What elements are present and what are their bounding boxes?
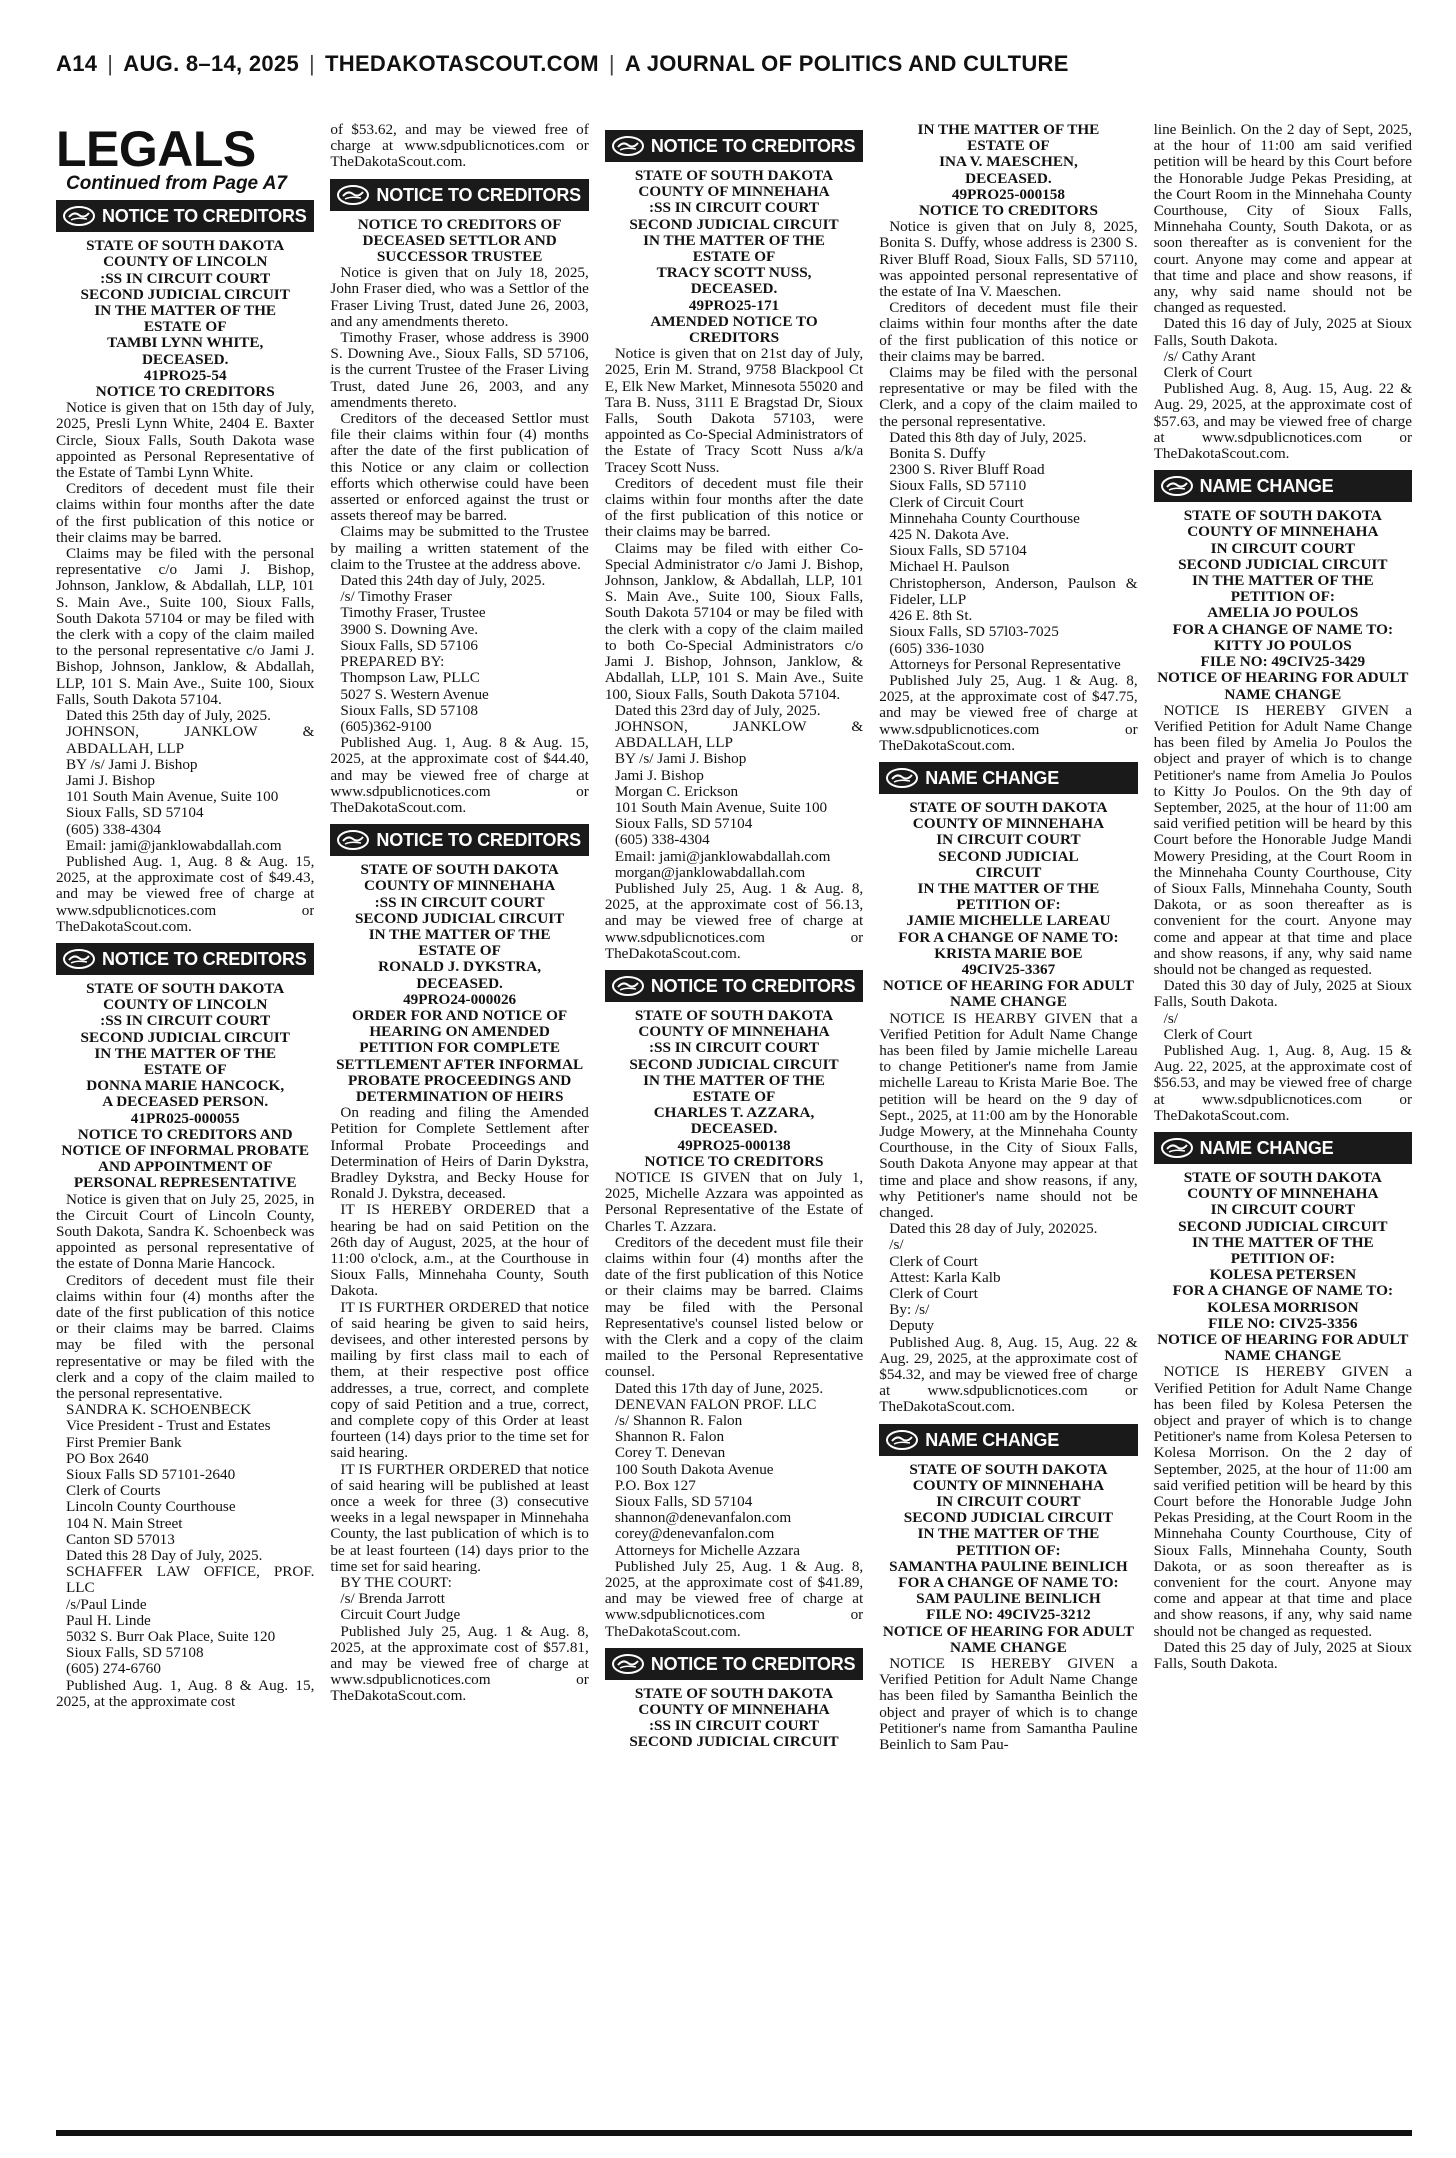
- notice-caption-line: IN CIRCUIT COURT: [1210, 539, 1355, 557]
- notice-caption-line: SECOND JUDICIAL CIRCUIT: [80, 285, 290, 303]
- notice-signature-line: By: /s/: [889, 1301, 930, 1319]
- notice-caption-line: COUNTY OF MINNEHAHA: [363, 877, 556, 895]
- notice-paragraph: Claims may be filed with the personal representative c/o Jami J. Bishop, Johnson, Janklow, & Abdallah, LLP, 101 S. Main Ave., Suite 100, Sioux Falls, South Dakota 57104 or may be filed with the clerk with a copy of the claim mailed to the personal representative c/o Jami J. Bishop, Johnson, Janklow, & Abdallah, LLP, 101 S. Main Ave., Suite 100, Sioux Falls, South Dakota 57104.: [56, 545, 315, 708]
- notice-caption-line: STATE OF SOUTH DAKOTA: [360, 861, 559, 879]
- notice-signature-line: Vice President - Trust and Estates: [66, 1417, 271, 1435]
- dakota-scout-logo-icon: [336, 184, 370, 206]
- notice-caption-line: TRACY SCOTT NUSS,: [656, 264, 812, 282]
- notice-caption-line: SECOND JUDICIAL CIRCUIT: [1178, 1217, 1388, 1235]
- notice-paragraph: Published July 25, Aug. 1 & Aug. 8, 2025, at the approximate cost of 56.13, and may be viewed free of charge at www.sdpublicnotices.com or TheDakotaScout.com.: [604, 879, 864, 962]
- notice-caption-line: FOR A CHANGE OF NAME TO:: [1172, 620, 1394, 638]
- notice-signature-line: Thompson Law, PLLC: [340, 669, 480, 687]
- notice-paragraph: Dated this 8th day of July, 2025.: [889, 428, 1087, 446]
- notice-caption-line: DONNA MARIE HANCOCK,: [86, 1077, 285, 1095]
- notice-paragraph: Dated this 25 day of July, 2025 at Sioux Falls, South Dakota.: [1153, 1638, 1412, 1673]
- notice-banner: [330, 824, 588, 856]
- notice-signature-line: /s/ Timothy Fraser: [340, 588, 452, 606]
- notice-signature-line: Sioux Falls, SD 57108: [340, 701, 478, 719]
- notice-paragraph: NOTICE IS HEARBY GIVEN that a Verified Petition for Adult Name Change has been filed by Jamie michelle Lareau to change Petitioner's name from Jamie michelle Lareau to Krista Marie Boe. The petition will be heard on the 9 day of Sept., 2025, at 11:00 am by the Honorable Judge Mowery, at the Minnehaha County Courthouse, in the City of Sioux Falls, South Dakota Anyone may appear at that time and place and show reasons, if any, why Petitioner's name should not be changed.: [879, 1009, 1138, 1221]
- notice-caption-line: :SS IN CIRCUIT COURT: [648, 1717, 820, 1735]
- notice-signature-line: P.O. Box 127: [614, 1476, 696, 1494]
- notice-caption-line: 41PRO25-54: [143, 366, 227, 384]
- notice-banner-label: NAME CHANGE: [1199, 476, 1334, 497]
- notice-caption-line: SECOND JUDICIAL CIRCUIT: [629, 1055, 839, 1073]
- notice-signature-line: Sioux Falls, SD 57l03-7025: [889, 623, 1059, 641]
- notice-paragraph: NOTICE IS HEREBY GIVEN a Verified Petition for Adult Name Change has been filed by Samantha Beinlich the object and prayer of which is to change Petitioner's name from Samantha Pauline Beinlich to Sam Pau-: [879, 1655, 1138, 1754]
- notice-caption-line: SECOND JUDICIAL CIRCUIT: [629, 1733, 839, 1751]
- dakota-scout-logo-icon: [336, 829, 370, 851]
- notice-signature-line: PO Box 2640: [66, 1449, 149, 1467]
- dakota-scout-logo-icon: [611, 975, 645, 997]
- notice-signature-line: Attest: Karla Kalb: [889, 1268, 1001, 1286]
- notice-signature-line: /s/: [889, 1236, 904, 1254]
- notice-signature-line: Clerk of Court: [1163, 364, 1253, 382]
- notice-paragraph: Notice is given that on 15th day of July, 2025, Presli Lynn White, 2404 E. Baxter Circle, Sioux Falls, South Dakota wase appointed as Personal Representative of the Estate of Tambi Lynn White.: [56, 399, 315, 482]
- notice-banner-label: NAME CHANGE: [925, 767, 1060, 788]
- notice-caption-line: RONALD J. DYKSTRA,: [378, 958, 542, 976]
- notice-paragraph: Dated this 30 day of July, 2025 at Sioux Falls, South Dakota.: [1153, 977, 1412, 1011]
- dakota-scout-logo-icon: [62, 948, 96, 970]
- notice-caption-line: STATE OF SOUTH DAKOTA: [86, 237, 285, 255]
- notice-paragraph: Notice is given that on 21st day of July, 2025, Erin M. Strand, 9758 Blackpool Ct E, Elk New Market, Minnesota 55020 and Tara B. Nuss, 3111 E Bragstad Dr, Sioux Falls, South Dakota 57103, were appointed as Co-Special Administrators of the Estate of Tracy Scott Nuss a/k/a Tracey Scott Nuss.: [604, 345, 864, 476]
- notice-caption-line: COUNTY OF MINNEHAHA: [638, 1701, 830, 1719]
- notice-signature-line: Clerk of Courts: [66, 1482, 161, 1500]
- notice-paragraph: of $53.62, and may be viewed free of charge at www.sdpublicnotices.com or TheDakotaScout.com.: [330, 122, 589, 171]
- notice-caption-line: NOTICE OF HEARING FOR ADULT NAME CHANGE: [882, 1622, 1135, 1656]
- notice-caption-line: :SS IN CIRCUIT COURT: [648, 1039, 820, 1057]
- notice-signature-line: Christopherson, Anderson, Paulson & Fideler, LLP: [889, 574, 1138, 608]
- notice-caption-line: CHARLES T. AZZARA,: [653, 1104, 815, 1122]
- notice-caption-line: COUNTY OF MINNEHAHA: [1187, 523, 1379, 541]
- column-1: [56, 122, 314, 2120]
- legal-columns: [56, 122, 1412, 2120]
- notice-caption-line: PETITION OF:: [1230, 1250, 1335, 1267]
- notice-caption-line: SECOND JUDICIAL CIRCUIT: [354, 909, 565, 927]
- notice-caption-line: TAMBI LYNN WHITE,: [107, 334, 264, 352]
- notice-caption-line: 49PRO25-171: [688, 296, 780, 314]
- notice-caption-line: NOTICE TO CREDITORS OF DECEASED SETTLOR AND SUCCESSOR TRUSTEE: [357, 215, 562, 266]
- notice-paragraph: Dated this 23rd day of July, 2025.: [614, 701, 821, 719]
- notice-banner-label: NOTICE TO CREDITORS: [376, 184, 581, 205]
- notice-caption-line: 49PRO24-000026: [403, 990, 517, 1008]
- notice-paragraph: IT IS FURTHER ORDERED that notice of said hearing will be published at least once a week for three (3) consecutive weeks in a legal newspaper in Minnehaha County, the last publication of which is to be at least fourteen (14) days prior to the time set for said hearing.: [330, 1460, 589, 1575]
- notice-caption-line: AMELIA JO POULOS: [1207, 604, 1359, 622]
- notice-signature-line: Clerk of Court: [889, 1252, 978, 1270]
- notice-caption-line: COUNTY OF MINNEHAHA: [912, 1476, 1105, 1494]
- notice-caption-line: KITTY JO POULOS: [1213, 636, 1352, 654]
- notice-signature-line: Attorneys for Michelle Azzara: [614, 1541, 800, 1559]
- notice-caption-line: SECOND JUDICIAL: [938, 847, 1079, 865]
- notice-signature-line: Minnehaha County Courthouse: [889, 509, 1080, 527]
- notice-signature-line: Timothy Fraser, Trustee: [340, 604, 486, 622]
- notice-signature-line: /s/ Shannon R. Falon: [614, 1412, 743, 1430]
- notice-signature-line: corey@denevanfalon.com: [614, 1525, 775, 1543]
- notice-caption-line: AMENDED NOTICE TO CREDITORS: [650, 312, 818, 347]
- notice-caption-line: INA V. MAESCHEN,: [939, 153, 1078, 171]
- notice-paragraph: Creditors of the decedent must file their claims within four (4) months after the date of the first publication of this Notice or their claims may be barred. Claims may be filed with the Personal Representative's counsel listed below or with the Clerk and a copy of the claim mailed to the Personal Representative counsel.: [604, 1233, 864, 1381]
- notice-signature-line: Shannon R. Falon: [614, 1428, 725, 1446]
- notice-signature-line: Sioux Falls, SD 57104: [889, 542, 1027, 560]
- notice-caption-line: 49CIV25-3367: [961, 960, 1056, 978]
- notice-caption-line: COUNTY OF MINNEHAHA: [638, 183, 830, 201]
- notice-banner: [879, 1424, 1137, 1456]
- notice-caption-line: IN THE MATTER OF THE: [917, 122, 1100, 138]
- notice-caption-line: SECOND JUDICIAL CIRCUIT: [903, 1509, 1114, 1527]
- notice-signature-line: DENEVAN FALON PROF. LLC: [614, 1395, 817, 1413]
- notice-signature-line: Clerk of Court: [889, 1285, 978, 1303]
- notice-signature-line: SANDRA K. SCHOENBECK: [66, 1401, 252, 1419]
- notice-caption-line: FILE NO: 49CIV25-3212: [926, 1606, 1091, 1624]
- notice-caption-line: PETITION OF:: [956, 1541, 1061, 1559]
- notice-signature-line: (605) 336-1030: [889, 639, 985, 657]
- notice-signature-line: morgan@janklowabdallah.com: [614, 863, 806, 881]
- notice-signature-line: Jami J. Bishop: [614, 766, 704, 784]
- notice-signature-line: JOHNSON, JANKLOW & ABDALLAH, LLP: [66, 723, 315, 757]
- column-5: [1154, 122, 1412, 2120]
- notice-caption-line: KOLESA MORRISON: [1207, 1298, 1359, 1316]
- notice-signature-line: Email: jami@janklowabdallah.com: [66, 836, 282, 854]
- notice-caption-line: STATE OF SOUTH DAKOTA: [634, 167, 834, 184]
- column-3: [605, 122, 863, 2120]
- notice-signature-line: Jami J. Bishop: [66, 771, 156, 789]
- notice-paragraph: Creditors of decedent must file their claims within four months after the date of the first publication of this notice or their claims may be barred.: [56, 480, 315, 546]
- notice-caption-line: DECEASED.: [141, 350, 229, 368]
- notice-caption-line: CIRCUIT: [975, 863, 1042, 881]
- notice-paragraph: On reading and filing the Amended Petition for Complete Settlement after Informal Probate Proceedings and Determination of Heirs of Darin Dykstra, Bradley Dykstra, and Becky House for Ronald J. Dykstra, deceased.: [330, 1104, 589, 1203]
- notice-banner-label: NOTICE TO CREDITORS: [102, 948, 307, 969]
- dakota-scout-logo-icon: [885, 767, 919, 789]
- notice-signature-line: Corey T. Denevan: [614, 1444, 726, 1462]
- notice-caption-line: JAMIE MICHELLE LAREAU: [906, 912, 1111, 930]
- notice-banner: [56, 943, 314, 975]
- notice-banner-label: NOTICE TO CREDITORS: [376, 830, 581, 851]
- notice-paragraph: Notice is given that on July 18, 2025, John Fraser died, who was a Settlor of the Fraser Living Trust, dated June 26, 2003, and any amendments thereto.: [330, 264, 589, 330]
- notice-signature-line: Michael H. Paulson: [889, 558, 1010, 576]
- notice-caption-line: IN THE MATTER OF THE: [917, 879, 1100, 897]
- notice-paragraph: Published Aug. 8, Aug. 15, Aug. 22 & Aug. 29, 2025, at the approximate cost of $54.32, and may be viewed free of charge at www.sdpublicnotices.com or TheDakotaScout.com.: [879, 1333, 1138, 1416]
- notice-signature-line: BY /s/ Jami J. Bishop: [66, 755, 198, 773]
- notice-signature-line: 425 N. Dakota Ave.: [889, 526, 1010, 544]
- notice-caption-line: PETITION OF:: [1230, 588, 1335, 606]
- notice-signature-line: Canton SD 57013: [66, 1530, 175, 1548]
- notice-caption-line: NOTICE TO CREDITORS: [918, 202, 1098, 220]
- notice-caption-line: ESTATE OF: [967, 137, 1050, 155]
- notice-signature-line: Deputy: [889, 1317, 934, 1335]
- notice-signature-line: First Premier Bank: [66, 1433, 182, 1451]
- notice-caption-line: 41PR025-000055: [130, 1109, 240, 1127]
- notice-caption-line: FOR A CHANGE OF NAME TO:: [1172, 1282, 1394, 1300]
- notice-banner-label: NOTICE TO CREDITORS: [102, 206, 307, 227]
- notice-caption-line: NOTICE OF HEARING FOR ADULT NAME CHANGE: [882, 977, 1135, 1011]
- notice-signature-line: 5032 S. Burr Oak Place, Suite 120: [66, 1628, 276, 1646]
- notice-caption-line: DECEASED.: [690, 280, 778, 298]
- notice-signature-line: Sioux Falls, SD 57104: [66, 804, 204, 822]
- notice-signature-line: Clerk of Circuit Court: [889, 493, 1024, 511]
- notice-paragraph: line Beinlich. On the 2 day of Sept, 2025, at the hour of 11:00 am said verified petition will be heard by this Court before the Honorable Judge Pekas Presiding, at the Court Room in the Minnehaha County Courthouse, City of Sioux Falls, Minnehaha County, South Dakota, or as soon thereafter as is convenient for the court. Anyone may come and appear at that time and place and show reasons, if any, why said name should not be changed as requested.: [1153, 122, 1412, 317]
- notice-signature-line: Bonita S. Duffy: [889, 445, 986, 463]
- notice-signature-line: 104 N. Main Street: [66, 1514, 183, 1532]
- notice-caption-line: SAM PAULINE BEINLICH: [916, 1590, 1101, 1608]
- notice-caption-line: STATE OF SOUTH DAKOTA: [909, 798, 1108, 816]
- notice-signature-line: SCHAFFER LAW OFFICE, PROF. LLC: [66, 1563, 315, 1597]
- notice-caption-line: SECOND JUDICIAL CIRCUIT: [629, 215, 839, 233]
- notice-caption-line: 49PRO25-000158: [951, 185, 1065, 203]
- notice-banner-label: NOTICE TO CREDITORS: [650, 1653, 856, 1674]
- notice-banner: [605, 970, 863, 1002]
- notice-caption-line: ESTATE OF: [143, 1060, 227, 1078]
- notice-paragraph: Published Aug. 8, Aug. 15, Aug. 22 & Aug. 29, 2025, at the approximate cost of $57.63, and may be viewed free of charge at www.sdpublicnotices.com or TheDakotaScout.com.: [1153, 380, 1412, 463]
- notice-banner: [605, 130, 863, 162]
- notice-paragraph: Dated this 28 day of July, 202025.: [889, 1220, 1098, 1238]
- notice-signature-line: Circuit Court Judge: [340, 1606, 461, 1624]
- notice-paragraph: Published Aug. 1, Aug. 8 & Aug. 15, 2025, at the approximate cost of $49.43, and may be viewed free of charge at www.sdpublicnotices.com or TheDakotaScout.com.: [56, 852, 315, 935]
- notice-paragraph: NOTICE IS HEREBY GIVEN a Verified Petition for Adult Name Change has been filed by Amelia Jo Poulos the object and prayer of which is to change Petitioner's name from Amelia Jo Poulos to Kitty Jo Poulos. On the 9th day of September, 2025, at the hour of 11:00 am said verified petition will be heard by this Court before the Honorable Judge Mandi Mowery Presiding, at the Court Room in the Minnehaha County Courthouse, City of Sioux Falls, Minnehaha County, South Dakota, or as soon thereafter as is convenient for the court. Anyone may come and appear at that time and place and show reasons, if any, why said name should not be changed as requested.: [1153, 701, 1412, 978]
- dakota-scout-logo-icon: [1160, 1137, 1194, 1159]
- notice-caption-line: COUNTY OF MINNEHAHA: [912, 815, 1105, 833]
- notice-paragraph: Dated this 17th day of June, 2025.: [614, 1379, 824, 1397]
- notice-caption-line: IN THE MATTER OF THE: [1191, 1233, 1374, 1251]
- notice-signature-line: Email: jami@janklowabdallah.com: [614, 847, 831, 865]
- notice-caption-line: COUNTY OF MINNEHAHA: [1187, 1185, 1379, 1203]
- notice-caption-line: IN CIRCUIT COURT: [936, 831, 1081, 849]
- notice-banner: [1154, 1132, 1412, 1164]
- notice-caption-line: :SS IN CIRCUIT COURT: [100, 269, 271, 287]
- notice-caption-line: NOTICE TO CREDITORS: [95, 383, 275, 401]
- notice-paragraph: Timothy Fraser, whose address is 3900 S. Downing Ave., Sioux Falls, SD 57106, is the current Trustee of the Fraser Living Trust, dated June 26, 2003, and any amendments thereto.: [330, 329, 589, 411]
- notice-caption-line: KOLESA PETERSEN: [1209, 1266, 1357, 1284]
- notice-paragraph: NOTICE IS GIVEN that on July 1, 2025, Michelle Azzara was appointed as Personal Representative of the Estate of Charles T. Azzara.: [604, 1168, 864, 1235]
- section-title: LEGALS: [56, 122, 256, 177]
- footer-rule: [56, 2130, 1412, 2136]
- notice-signature-line: Sioux Falls SD 57101-2640: [66, 1466, 236, 1484]
- notice-caption-line: COUNTY OF MINNEHAHA: [638, 1023, 830, 1041]
- notice-caption-line: IN THE MATTER OF THE: [368, 925, 551, 943]
- notice-paragraph: Creditors of decedent must file their claims within four months after the date of the first publication of this notice or their claims may be barred.: [879, 299, 1138, 365]
- notice-signature-line: shannon@denevanfalon.com: [614, 1509, 792, 1527]
- notice-caption-line: IN THE MATTER OF THE: [94, 1044, 277, 1062]
- page-number: A14: [56, 51, 98, 76]
- notice-signature-line: 100 South Dakota Avenue: [614, 1460, 774, 1478]
- notice-caption-line: IN CIRCUIT COURT: [936, 1493, 1081, 1511]
- notice-caption-line: :SS IN CIRCUIT COURT: [648, 199, 820, 217]
- notice-caption-line: DECEASED.: [416, 974, 503, 992]
- notice-caption-line: IN THE MATTER OF THE: [643, 1071, 825, 1089]
- notice-signature-line: /s/: [1163, 1009, 1178, 1027]
- notice-signature-line: Paul H. Linde: [66, 1611, 151, 1629]
- notice-caption-line: :SS IN CIRCUIT COURT: [100, 1012, 271, 1030]
- site-name: THEDAKOTASCOUT.COM: [325, 51, 599, 76]
- notice-caption-line: PETITION OF:: [956, 896, 1061, 914]
- notice-caption-line: ESTATE OF: [418, 942, 501, 960]
- notice-caption-line: STATE OF SOUTH DAKOTA: [1183, 1168, 1382, 1186]
- notice-caption-line: COUNTY OF LINCOLN: [103, 996, 268, 1014]
- notice-paragraph: Published Aug. 1, Aug. 8 & Aug. 15, 2025, at the approximate cost: [56, 1676, 315, 1710]
- notice-banner: [879, 762, 1137, 794]
- dakota-scout-logo-icon: [62, 205, 96, 227]
- notice-caption-line: STATE OF SOUTH DAKOTA: [1183, 507, 1382, 525]
- notice-paragraph: Published Aug. 1, Aug. 8, Aug. 15 & Aug. 22, 2025, at the approximate cost of $56.53, and may be viewed free of charge at www.sdpublicnotices.com or TheDakotaScout.com.: [1153, 1041, 1412, 1124]
- notice-signature-line: Attorneys for Personal Representative: [889, 655, 1121, 673]
- notice-signature-line: Sioux Falls, SD 57110: [889, 477, 1027, 495]
- notice-paragraph: Notice is given that on July 8, 2025, Bonita S. Duffy, whose address is 2300 S. River Bluff Road, Sioux Falls, SD 57110, was appointed personal representative of the estate of Ina V. Maeschen.: [879, 218, 1138, 301]
- notice-caption-line: FILE NO: CIV25-3356: [1208, 1314, 1358, 1332]
- notice-caption-line: IN THE MATTER OF THE: [917, 1525, 1100, 1543]
- notice-banner-label: NAME CHANGE: [1199, 1137, 1334, 1158]
- notice-paragraph: Claims may be submitted to the Trustee by mailing a written statement of the claim to the Trustee at the address above.: [330, 523, 589, 573]
- notice-paragraph: NOTICE IS HEREBY GIVEN a Verified Petition for Adult Name Change has been filed by Kolesa Petersen the object and prayer of which is to change Petitioner's name from Kolesa Petersen to Kolesa Morrison. On the 2 day of September, 2025, at the hour of 11:00 am said verified petition will be heard by this Court before the Honorable Judge John Pekas Presiding, at the Court Room in the Minnehaha County Courthouse, City of Sioux Falls, Minnehaha County, South Dakota, or as soon thereafter as is convenient for the court. Anyone may come and appear at that time and place and show reasons, if any, why said name should not be changed as requested.: [1153, 1363, 1412, 1640]
- notice-signature-line: /s/ Cathy Arant: [1163, 347, 1256, 365]
- notice-caption-line: ORDER FOR AND NOTICE OF HEARING ON AMENDED PETITION FOR COMPLETE SETTLEMENT AFTER INFORMAL PROBATE PROCEEDINGS AND DETERMINATION OF HEIRS: [336, 1006, 584, 1105]
- notice-caption-line: ESTATE OF: [692, 1087, 776, 1105]
- section-continued: Continued from Page A7: [66, 173, 287, 194]
- notice-paragraph: Published July 25, Aug. 1 & Aug. 8, 2025, at the approximate cost of $57.81, and may be viewed free of charge at www.sdpublicnotices.com or TheDakotaScout.com.: [330, 1622, 589, 1705]
- notice-banner: [605, 1648, 863, 1680]
- notice-paragraph: Claims may be filed with either Co-Special Administrator c/o Jami J. Bishop, Johnson, Janklow, & Abdallah, LLP, 101 S. Main Ave., Suite 100, Sioux Falls, South Dakota 57104 or may be filed with the clerk with a copy of the claim mailed to both Co-Special Administrators c/o Jami J. Bishop, Johnson, Janklow, & Abdallah, LLP, 101 S. Main Ave., Suite 100, Sioux Falls, South Dakota 57104.: [604, 539, 864, 703]
- notice-caption-line: KRISTA MARIE BOE: [934, 944, 1083, 962]
- notice-caption-line: FILE NO: 49CIV25-3429: [1200, 653, 1366, 671]
- notice-paragraph: Creditors of decedent must file their claims within four months after the date of the first publication of this notice or their claims may be barred.: [604, 474, 864, 541]
- notice-signature-line: (605) 338-4304: [614, 831, 710, 849]
- notice-signature-line: Sioux Falls, SD 57104: [614, 815, 753, 833]
- notice-caption-line: STATE OF SOUTH DAKOTA: [634, 1684, 834, 1702]
- column-2: [330, 122, 588, 2120]
- notice-paragraph: IT IS FURTHER ORDERED that notice of said hearing be given to said heirs, devisees, and other interested persons by mailing by first class mail to each of them, at their respective post office addresses, a true, correct, and complete copy of said Petition and a true, correct, and complete copy of this Order at least fourteen (14) days prior to the time set for said hearing.: [330, 1298, 589, 1462]
- notice-caption-line: STATE OF SOUTH DAKOTA: [634, 1006, 834, 1024]
- dakota-scout-logo-icon: [611, 135, 645, 157]
- notice-caption-line: DECEASED.: [690, 1120, 778, 1138]
- notice-caption-line: SECOND JUDICIAL CIRCUIT: [80, 1028, 290, 1046]
- notice-signature-line: 426 E. 8th St.: [889, 607, 973, 625]
- notice-caption-line: ESTATE OF: [692, 248, 776, 266]
- notice-caption-line: IN THE MATTER OF THE: [94, 302, 277, 320]
- notice-caption-line: :SS IN CIRCUIT COURT: [374, 893, 545, 911]
- notice-paragraph: Published July 25, Aug. 1 & Aug. 8, 2025, at the approximate cost of $47.75, and may be viewed free of charge at www.sdpublicnotices.com or TheDakotaScout.com.: [879, 671, 1138, 754]
- notice-signature-line: (605) 274-6760: [66, 1660, 161, 1678]
- notice-paragraph: Creditors of decedent must file their claims within four (4) months after the date of the first publication of this notice or their claims may be barred. Claims may be filed with the personal representative or may be filed with the clerk and a copy of the claim mailed to the personal representative.: [56, 1271, 315, 1403]
- masthead-separator: |: [309, 51, 316, 76]
- notice-signature-line: Sioux Falls, SD 57106: [340, 636, 478, 654]
- notice-signature-line: 2300 S. River Bluff Road: [889, 461, 1045, 479]
- masthead-separator: |: [107, 51, 114, 76]
- dakota-scout-logo-icon: [885, 1429, 919, 1451]
- notice-banner-label: NOTICE TO CREDITORS: [650, 975, 856, 996]
- masthead-separator: |: [608, 51, 615, 76]
- notice-paragraph: Published July 25, Aug. 1 & Aug. 8, 2025, at the approximate cost of $41.89, and may be viewed free of charge at www.sdpublicnotices.com or TheDakotaScout.com.: [604, 1557, 864, 1640]
- masthead: [56, 48, 1412, 80]
- notice-signature-line: PREPARED BY:: [340, 653, 445, 671]
- notice-caption-line: NOTICE TO CREDITORS AND NOTICE OF INFORMAL PROBATE AND APPOINTMENT OF PERSONAL REPRESENTATIVE: [61, 1125, 310, 1192]
- notice-signature-line: /s/Paul Linde: [66, 1595, 147, 1613]
- notice-caption-line: NOTICE TO CREDITORS: [644, 1152, 824, 1170]
- column-4: [879, 122, 1137, 2120]
- notice-caption-line: STATE OF SOUTH DAKOTA: [909, 1460, 1108, 1478]
- notice-banner: [330, 179, 588, 211]
- notice-signature-line: (605) 338-4304: [66, 820, 161, 838]
- notice-paragraph: Dated this 25th day of July, 2025.: [66, 707, 271, 725]
- notice-caption-line: IN CIRCUIT COURT: [1210, 1201, 1355, 1219]
- notice-signature-line: 5027 S. Western Avenue: [340, 685, 489, 703]
- notice-caption-line: NOTICE OF HEARING FOR ADULT NAME CHANGE: [1157, 1331, 1409, 1365]
- notice-signature-line: Clerk of Court: [1163, 1025, 1253, 1043]
- notice-paragraph: Dated this 16 day of July, 2025 at Sioux Falls, South Dakota.: [1153, 315, 1412, 349]
- notice-signature-line: Lincoln County Courthouse: [66, 1498, 236, 1516]
- notice-caption-line: SAMANTHA PAULINE BEINLICH: [889, 1557, 1128, 1575]
- notice-signature-line: JOHNSON, JANKLOW & ABDALLAH, LLP: [614, 717, 864, 752]
- notice-caption-line: FOR A CHANGE OF NAME TO:: [898, 928, 1119, 946]
- notice-paragraph: Dated this 24th day of July, 2025.: [340, 572, 546, 590]
- notice-caption-line: ESTATE OF: [143, 318, 227, 336]
- notice-paragraph: Creditors of the deceased Settlor must file their claims within four (4) months after the date of the first publication of this Notice or any claim or collection efforts which otherwise could have been asserted or enforced against the trust or assets thereof may be barred.: [330, 410, 589, 525]
- notice-signature-line: 3900 S. Downing Ave.: [340, 620, 479, 638]
- notice-caption-line: DECEASED.: [965, 169, 1052, 187]
- dakota-scout-logo-icon: [611, 1653, 645, 1675]
- notice-signature-line: 101 South Main Avenue, Suite 100: [66, 788, 279, 806]
- notice-signature-line: Dated this 28 Day of July, 2025.: [66, 1547, 263, 1565]
- issue-date: AUG. 8–14, 2025: [123, 51, 300, 76]
- dakota-scout-logo-icon: [1160, 475, 1194, 497]
- notice-caption-line: COUNTY OF LINCOLN: [103, 253, 268, 271]
- notice-caption-line: FOR A CHANGE OF NAME TO:: [898, 1574, 1119, 1592]
- notice-caption-line: 49PRO25-000138: [677, 1136, 791, 1154]
- notice-signature-line: BY THE COURT:: [340, 1574, 452, 1592]
- notice-caption-line: NOTICE OF HEARING FOR ADULT NAME CHANGE: [1157, 669, 1409, 703]
- notice-signature-line: BY /s/ Jami J. Bishop: [614, 750, 747, 768]
- notice-signature-line: Sioux Falls, SD 57104: [614, 1493, 753, 1511]
- notice-caption-line: IN THE MATTER OF THE: [1191, 572, 1374, 590]
- notice-signature-line: Morgan C. Erickson: [614, 782, 739, 800]
- tagline: A JOURNAL OF POLITICS AND CULTURE: [624, 51, 1069, 76]
- notice-caption-line: STATE OF SOUTH DAKOTA: [86, 979, 285, 997]
- notice-signature-line: Sioux Falls, SD 57108: [66, 1644, 204, 1662]
- notice-signature-line: (605)362-9100: [340, 717, 432, 735]
- notice-banner-label: NOTICE TO CREDITORS: [650, 135, 856, 156]
- notice-paragraph: Claims may be filed with the personal representative or may be filed with the Clerk, and a copy of the claim mailed to the personal representative.: [879, 364, 1138, 430]
- notice-caption-line: SECOND JUDICIAL CIRCUIT: [1178, 555, 1388, 573]
- notice-paragraph: IT IS HEREBY ORDERED that a hearing be had on said Petition on the 26th day of August, 2025, at the hour of 11:00 o'clock, a.m., at the Courthouse in Sioux Falls, Minnehaha County, South Dakota.: [330, 1201, 589, 1300]
- notice-signature-line: 101 South Main Avenue, Suite 100: [614, 798, 828, 816]
- notice-paragraph: Notice is given that on July 25, 2025, in the Circuit Court of Lincoln County, South Dakota, Sandra K. Schoenbeck was appointed as personal representative of the estate of Donna Marie Hancock.: [56, 1190, 315, 1273]
- notice-signature-line: /s/ Brenda Jarrott: [340, 1590, 446, 1608]
- notice-banner: [56, 200, 314, 232]
- notice-paragraph: Published Aug. 1, Aug. 8 & Aug. 15, 2025, at the approximate cost of $44.40, and may be viewed free of charge at www.sdpublicnotices.com or TheDakotaScout.com.: [330, 734, 589, 816]
- notice-banner-label: NAME CHANGE: [925, 1429, 1060, 1450]
- notice-caption-line: IN THE MATTER OF THE: [643, 231, 825, 249]
- notice-banner: [1154, 470, 1412, 502]
- notice-caption-line: A DECEASED PERSON.: [102, 1093, 269, 1111]
